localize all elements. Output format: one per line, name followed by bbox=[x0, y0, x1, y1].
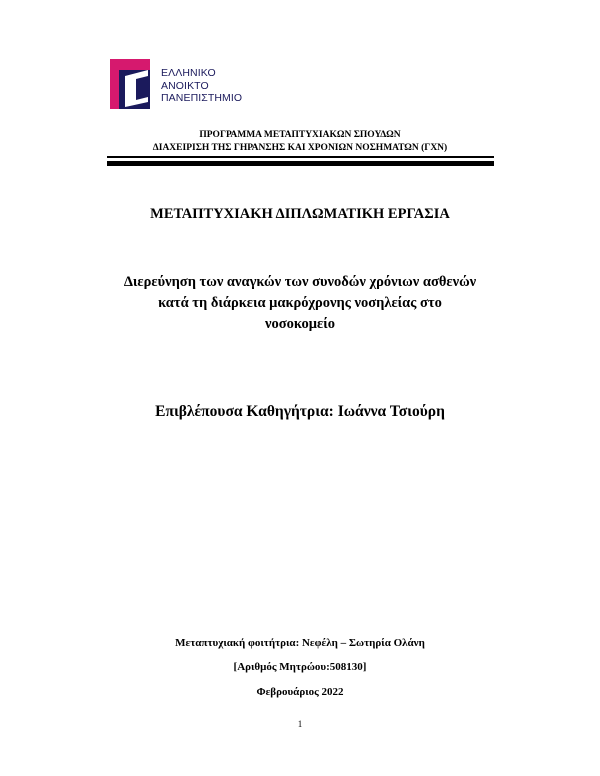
thesis-title-line-1: Διερεύνηση των αναγκών των συνοδών χρόνιων ασθενών bbox=[123, 274, 477, 290]
university-name bbox=[161, 67, 242, 105]
header-divider-thin bbox=[107, 156, 494, 158]
university-book-logo-icon bbox=[110, 57, 156, 111]
university-name-line-1: ΕΛΛΗΝΙΚΟ bbox=[161, 67, 216, 79]
program-line-1: ΠΡΟΓΡΑΜΜΑ ΜΕΤΑΠΤΥΧΙΑΚΩΝ ΣΠΟΥΔΩΝ bbox=[199, 130, 401, 140]
university-name-line-2: ΑΝΟΙΚΤΟ bbox=[161, 79, 209, 92]
header-divider-thick bbox=[107, 161, 494, 166]
registry-number: [Αριθμός Μητρώου:508130] bbox=[233, 661, 367, 673]
program-line-2: ΔΙΑΧΕΙΡΙΣΗ ΤΗΣ ΓΗΡΑΝΣΗΣ ΚΑΙ ΧΡΟΝΙΩΝ ΝΟΣΗΜΑΤΩΝ (ΓΧΝ) bbox=[152, 143, 448, 153]
supervisor: Επιβλέπουσα Καθηγήτρια: Ιωάννα Τσιούρη bbox=[155, 403, 445, 420]
thesis-title-line-3: νοσοκομείο bbox=[265, 316, 335, 332]
university-logo bbox=[110, 57, 270, 113]
university-name-line-3: ΠΑΝΕΠΙΣΤΗΜΙΟ bbox=[161, 92, 243, 104]
submission-date: Φεβρουάριος 2022 bbox=[256, 686, 344, 698]
student-name: Μεταπτυχιακή φοιτήτρια: Νεφέλη – Σωτηρία Ολάνη bbox=[175, 637, 425, 649]
thesis-type: ΜΕΤΑΠΤΥΧΙΑΚΗ ΔΙΠΛΩΜΑΤΙΚΗ ΕΡΓΑΣΙΑ bbox=[150, 206, 450, 222]
program-name bbox=[0, 129, 600, 155]
page-number: 1 bbox=[297, 719, 303, 729]
thesis-title-line-2: κατά τη διάρκεια μακρόχρονης νοσηλείας στο bbox=[158, 295, 442, 311]
thesis-title bbox=[90, 272, 510, 335]
